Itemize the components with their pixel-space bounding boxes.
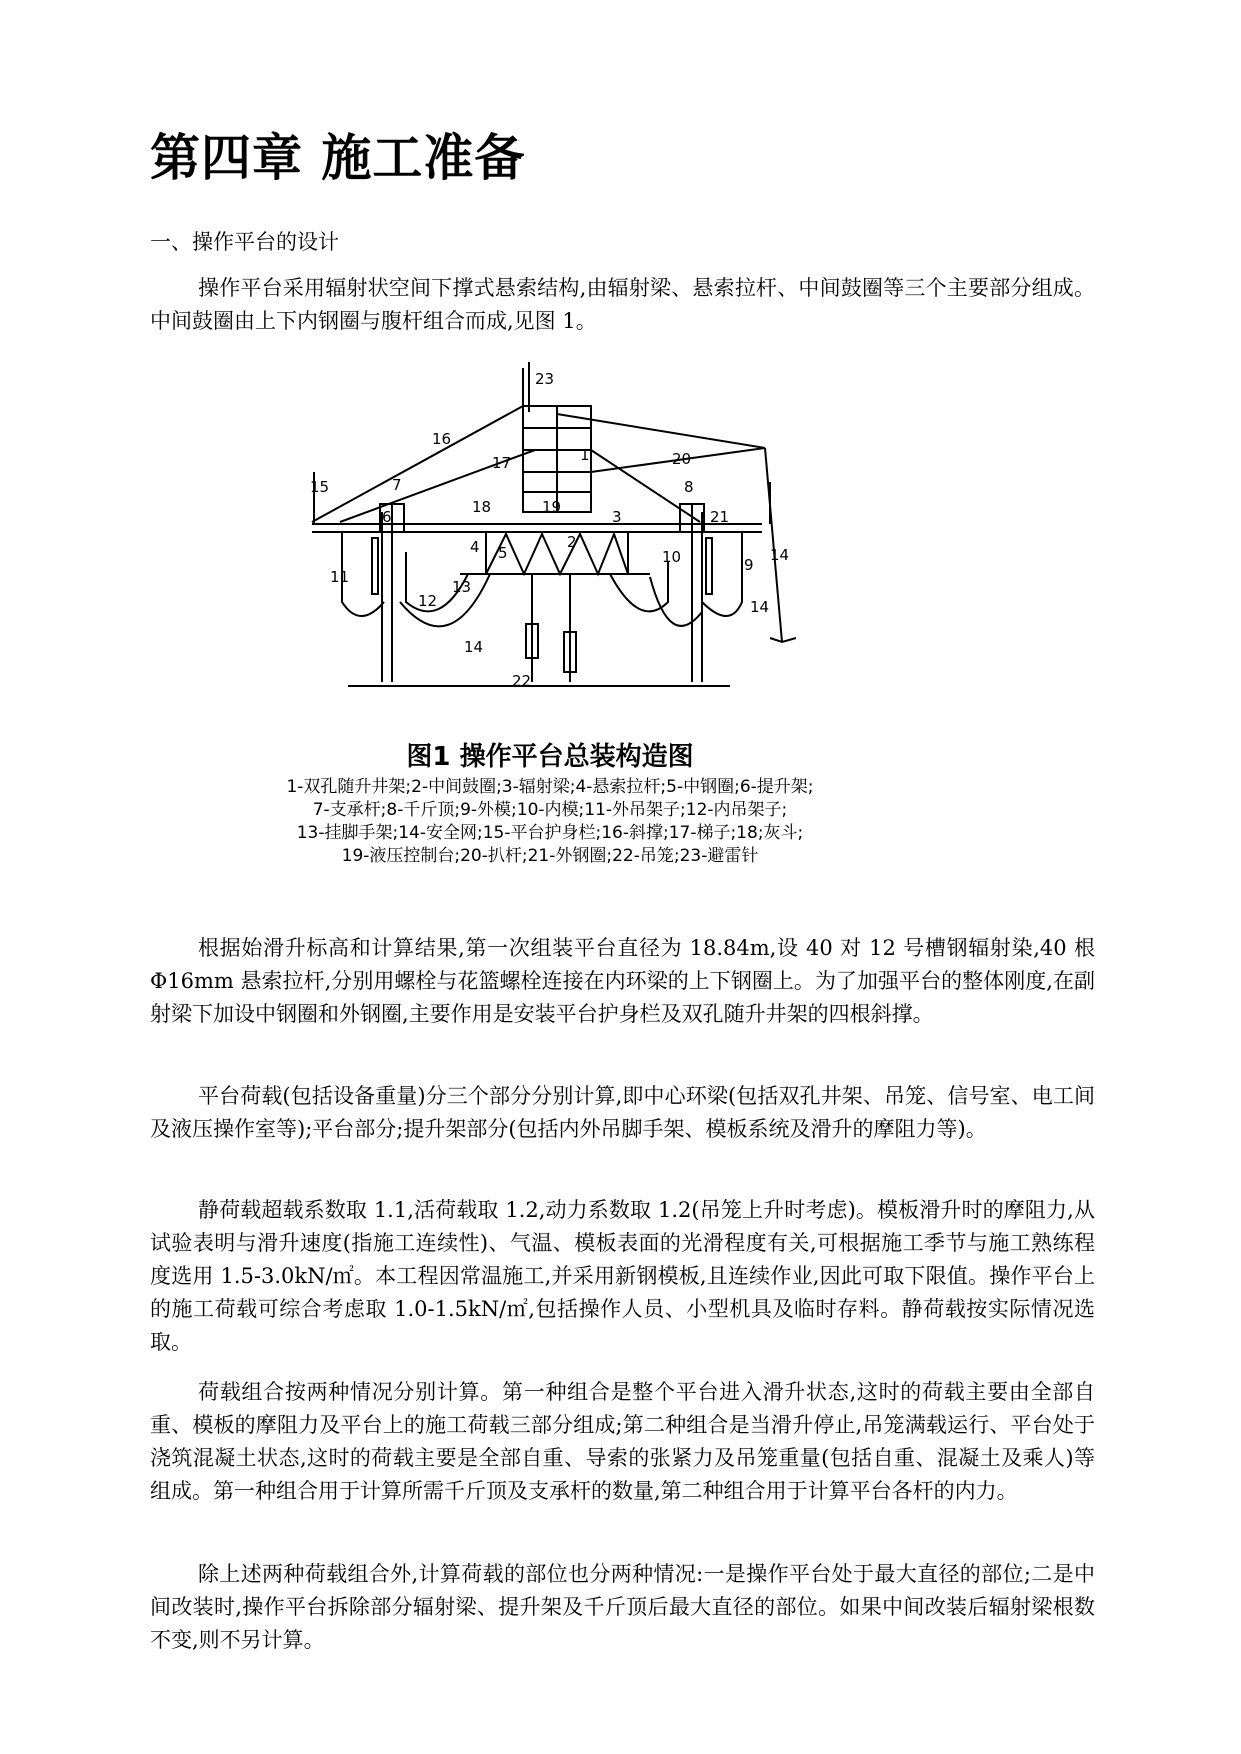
label-6: 6 (382, 508, 392, 526)
label-8: 8 (684, 478, 694, 496)
label-9: 9 (744, 556, 754, 574)
label-10: 10 (662, 548, 682, 566)
label-4: 4 (470, 538, 480, 556)
label-19: 19 (542, 498, 562, 516)
label-23: 23 (535, 370, 555, 388)
label-15: 15 (310, 478, 330, 496)
label-17: 17 (492, 454, 512, 472)
label-14c: 14 (770, 546, 790, 564)
label-1: 1 (580, 446, 590, 464)
body-paragraph: 静荷载超载系数取 1.1,活荷载取 1.2,动力系数取 1.2(吊笼上升时考虑)。模板滑升时的摩阻力,从试验表明与滑升速度(指施工连续性)、气温、模板表面的光滑程度有关,可根据施工季节与施工熟练程度选用 1.5-3.0kN/㎡。本工程因常温施工,并采用新钢模板,且连续作业,因此可取下限值。操作平台上的施工荷载可综合考虑取 1.0-1.5kN/㎡,包括操作人员、小型机具及临时存料。静荷载按实际情况选取。 (150, 1198, 1095, 1354)
label-5: 5 (498, 544, 508, 562)
label-14b: 14 (750, 598, 770, 616)
figure-legend (150, 776, 950, 868)
legend-line: 13-挂脚手架;14-安全网;15-平台护身栏;16-斜撑;17-梯子;18;灰斗; (296, 823, 804, 843)
body-paragraph: 荷载组合按两种情况分别计算。第一种组合是整个平台进入滑升状态,这时的荷载主要由全部自重、模板的摩阻力及平台上的施工荷载三部分组成;第二种组合是当滑升停止,吊笼满载运行、平台处于浇筑混凝土状态,这时的荷载主要是全部自重、导索的张紧力及吊笼重量(包括自重、混凝土及乘人)等组成。第一种组合用于计算所需千斤顶及支承杆的数量,第二种组合用于计算平台各杆的内力。 (150, 1380, 1095, 1503)
legend-line: 1-双孔随升井架;2-中间鼓圈;3-辐射梁;4-悬索拉杆;5-中钢圈;6-提升架; (286, 777, 814, 797)
section-heading: 一、操作平台的设计 (150, 230, 339, 254)
label-11: 11 (330, 568, 350, 586)
label-13: 13 (452, 578, 472, 596)
legend-line: 7-支承杆;8-千斤顶;9-外模;10-内模;11-外吊架子;12-内吊架子; (312, 800, 788, 820)
body-paragraph: 平台荷载(包括设备重量)分三个部分分别计算,即中心环梁(包括双孔井架、吊笼、信号室、电工间及液压操作室等);平台部分;提升架部分(包括内外吊脚手架、模板系统及滑升的摩阻力等)。 (150, 1084, 1095, 1141)
label-3: 3 (612, 508, 622, 526)
figure-title: 图1 操作平台总装构造图 (406, 742, 694, 772)
label-12: 12 (418, 592, 438, 610)
label-22: 22 (512, 672, 532, 690)
body-paragraph: 除上述两种荷载组合外,计算荷载的部位也分两种情况:一是操作平台处于最大直径的部位;二是中间改装时,操作平台拆除部分辐射梁、提升架及千斤顶后最大直径的部位。如果中间改装后辐射梁根数不变,则不另计算。 (150, 1562, 1095, 1652)
label-21: 21 (710, 508, 730, 526)
label-7: 7 (392, 476, 402, 494)
label-16: 16 (432, 430, 452, 448)
label-2: 2 (567, 533, 577, 551)
chapter-title: 第四章 施工准备 (150, 129, 526, 187)
intro-paragraph: 操作平台采用辐射状空间下撑式悬索结构,由辐射梁、悬索拉杆、中间鼓圈等三个主要部分组成。中间鼓圈由上下内钢圈与腹杆组合而成,见图 1。 (150, 276, 1095, 333)
legend-line: 19-液压控制台;20-扒杆;21-外钢圈;22-吊笼;23-避雷针 (341, 846, 759, 866)
label-18: 18 (472, 498, 492, 516)
body-paragraph: 根据始滑升标高和计算结果,第一次组装平台直径为 18.84m,设 40 对 12 号槽钢辐射染,40 根 Φ16mm 悬索拉杆,分别用螺栓与花篮螺栓连接在内环梁的上下钢圈上。为了加强平台的整体刚度,在副射梁下加设中钢圈和外钢圈,主要作用是安装平台护身栏及双孔随升井架的四根斜撑。 (150, 936, 1095, 1026)
label-14a: 14 (464, 638, 484, 656)
label-20: 20 (672, 450, 692, 468)
platform-assembly-diagram (230, 362, 790, 734)
